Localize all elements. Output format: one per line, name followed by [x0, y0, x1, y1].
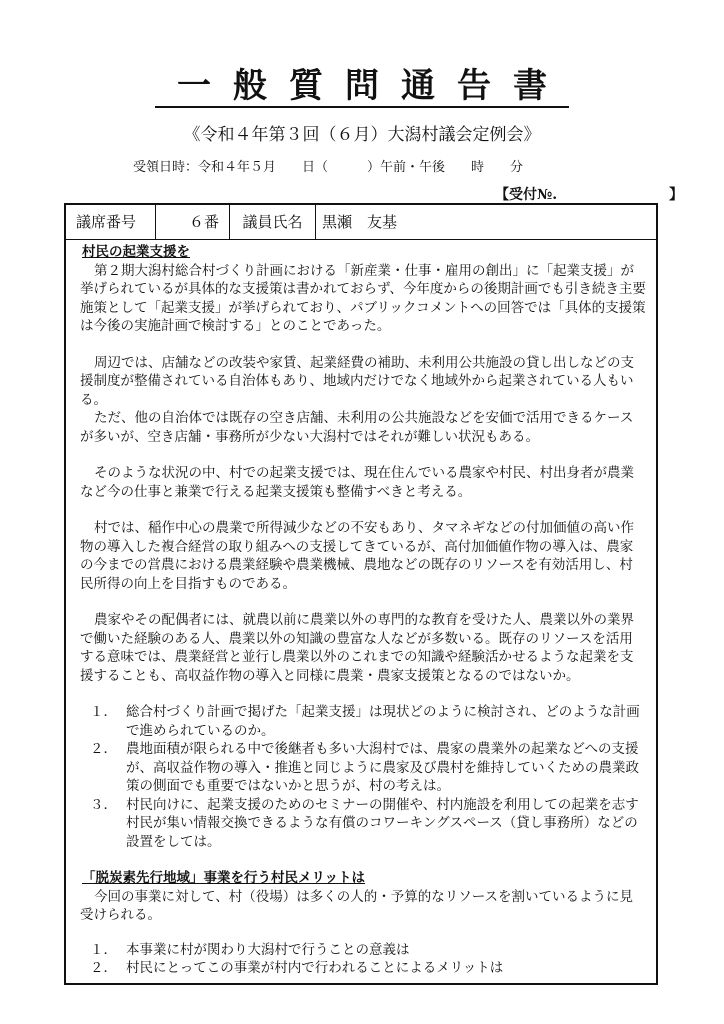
list-item: [80, 941, 646, 960]
question-number: １．: [90, 704, 117, 720]
section2-paragraph: 今回の事業に対して、村（役場）は多くの人的・予算的なリソースを割いているように見受けられる。: [80, 888, 634, 923]
section1-heading: 村民の起業支援を: [82, 244, 190, 260]
question-text: 村民にとってこの事業が村内で行われることによるメリットは: [126, 960, 504, 976]
list-item: [80, 740, 646, 796]
question-text: 村民向けに、起業支援のためのセミナーの開催や、村内施設を利用しての起業を志す村民が集い情報交換できるような有償のコワーキングスペース（貸し事務所）などの設置をしては。: [126, 796, 639, 850]
section1-paragraph: 周辺では、店舗などの改装や家賃、起業経費の補助、未利用公共施設の貸し出しなどの支援制度が整備されている自治体もあり、地域内だけでなく地域外から起業されている人もいる。: [80, 354, 634, 408]
section1-paragraph: 第２期大潟村総合村づくり計画における「新産業・仕事・雇用の創出」に「起業支援」が挙げられているが具体的な支援策は書かれておらず、今年度からの後期計画でも引き続き主要施策として「起業支援」が挙げられており、パブリックコメントへの回答では「具体的支援策は今後の実施計画で検討する」とのことであった。: [80, 262, 646, 334]
question-number: ２．: [90, 741, 117, 757]
member-name-label: 議員氏名: [230, 205, 316, 239]
section1-paragraph: ただ、他の自治体では既存の空き店舗、未利用の公共施設などを安価で活用できるケースが多いが、空き店舗・事務所が少ない大潟村ではそれが難しい状況もある。: [80, 410, 634, 445]
section2-heading: 「脱炭素先行地域」事業を行う村民メリットは: [82, 870, 365, 886]
question-body: [80, 243, 646, 978]
section1-paragraph: 村では、稲作中心の農業で所得減少などの不安もあり、タマネギなどの付加価値の高い作物の導入した複合経営の取り組みへの支援してきているが、高付加価値作物の導入は、農家の今までの営農における農業経験や農業機械、農地などの既存のリソースを有効活用し、村民所得の向上を目指すものである。: [80, 520, 634, 592]
list-item: [80, 796, 646, 852]
seat-number-label: 議席番号: [66, 205, 156, 239]
section1-paragraph: 農家やその配偶者には、就農以前に農業以外の専門的な教育を受けた人、農業以外の業界で働いた経験のある人、農業以外の知識の豊富な人などが多数いる。既存のリソースを活用する意味では、農業経営と並行し農業以外のこれまでの知識や経験活かせるような起業を支援することも、高収益作物の導入と同様に農業・農家支援策となるのではないか。: [80, 612, 634, 684]
question-text: 本事業に村が関わり大潟村で行うことの意義は: [126, 941, 410, 958]
section1-question-list: [80, 703, 646, 851]
section2-question-list: [80, 941, 646, 978]
question-number: １．: [90, 941, 117, 958]
document-title: 一般質問通告書: [0, 66, 724, 108]
question-text: 総合村づくり計画で掲げた「起業支援」は現状どのように検討され、どのような計画で進められているのか。: [126, 704, 640, 739]
section1-paragraph: そのような状況の中、村での起業支援では、現在住んでいる農家や村民、村出身者が農業など今の仕事と兼業で行える起業支援策も整備すべきと考える。: [80, 465, 634, 500]
seat-number-value: ６番: [156, 205, 230, 239]
list-item: [80, 959, 646, 978]
member-name-value: 黒瀬 友基: [322, 213, 398, 231]
received-datetime-line: 受領日時：令和４年５月 日（ ）午前・午後 時 分: [133, 160, 524, 175]
list-item: [80, 703, 646, 740]
session-subtitle: 《令和４年第３回（６月）大潟村議会定例会》: [183, 125, 541, 145]
member-header-row: [66, 205, 656, 240]
question-number: ２．: [90, 960, 117, 976]
question-text: 農地面積が限られる中で後継者も多い大潟村では、農家の農業外の起業などへの支援が、高収益作物の導入・推進と同じように農家及び農村を維持していくための農業政策の側面でも重要ではないかと思うが、村の考えは。: [126, 741, 639, 794]
notice-frame: [64, 203, 658, 985]
receipt-number-label: 【受付№. 】: [495, 187, 684, 203]
question-number: ３．: [90, 796, 117, 813]
